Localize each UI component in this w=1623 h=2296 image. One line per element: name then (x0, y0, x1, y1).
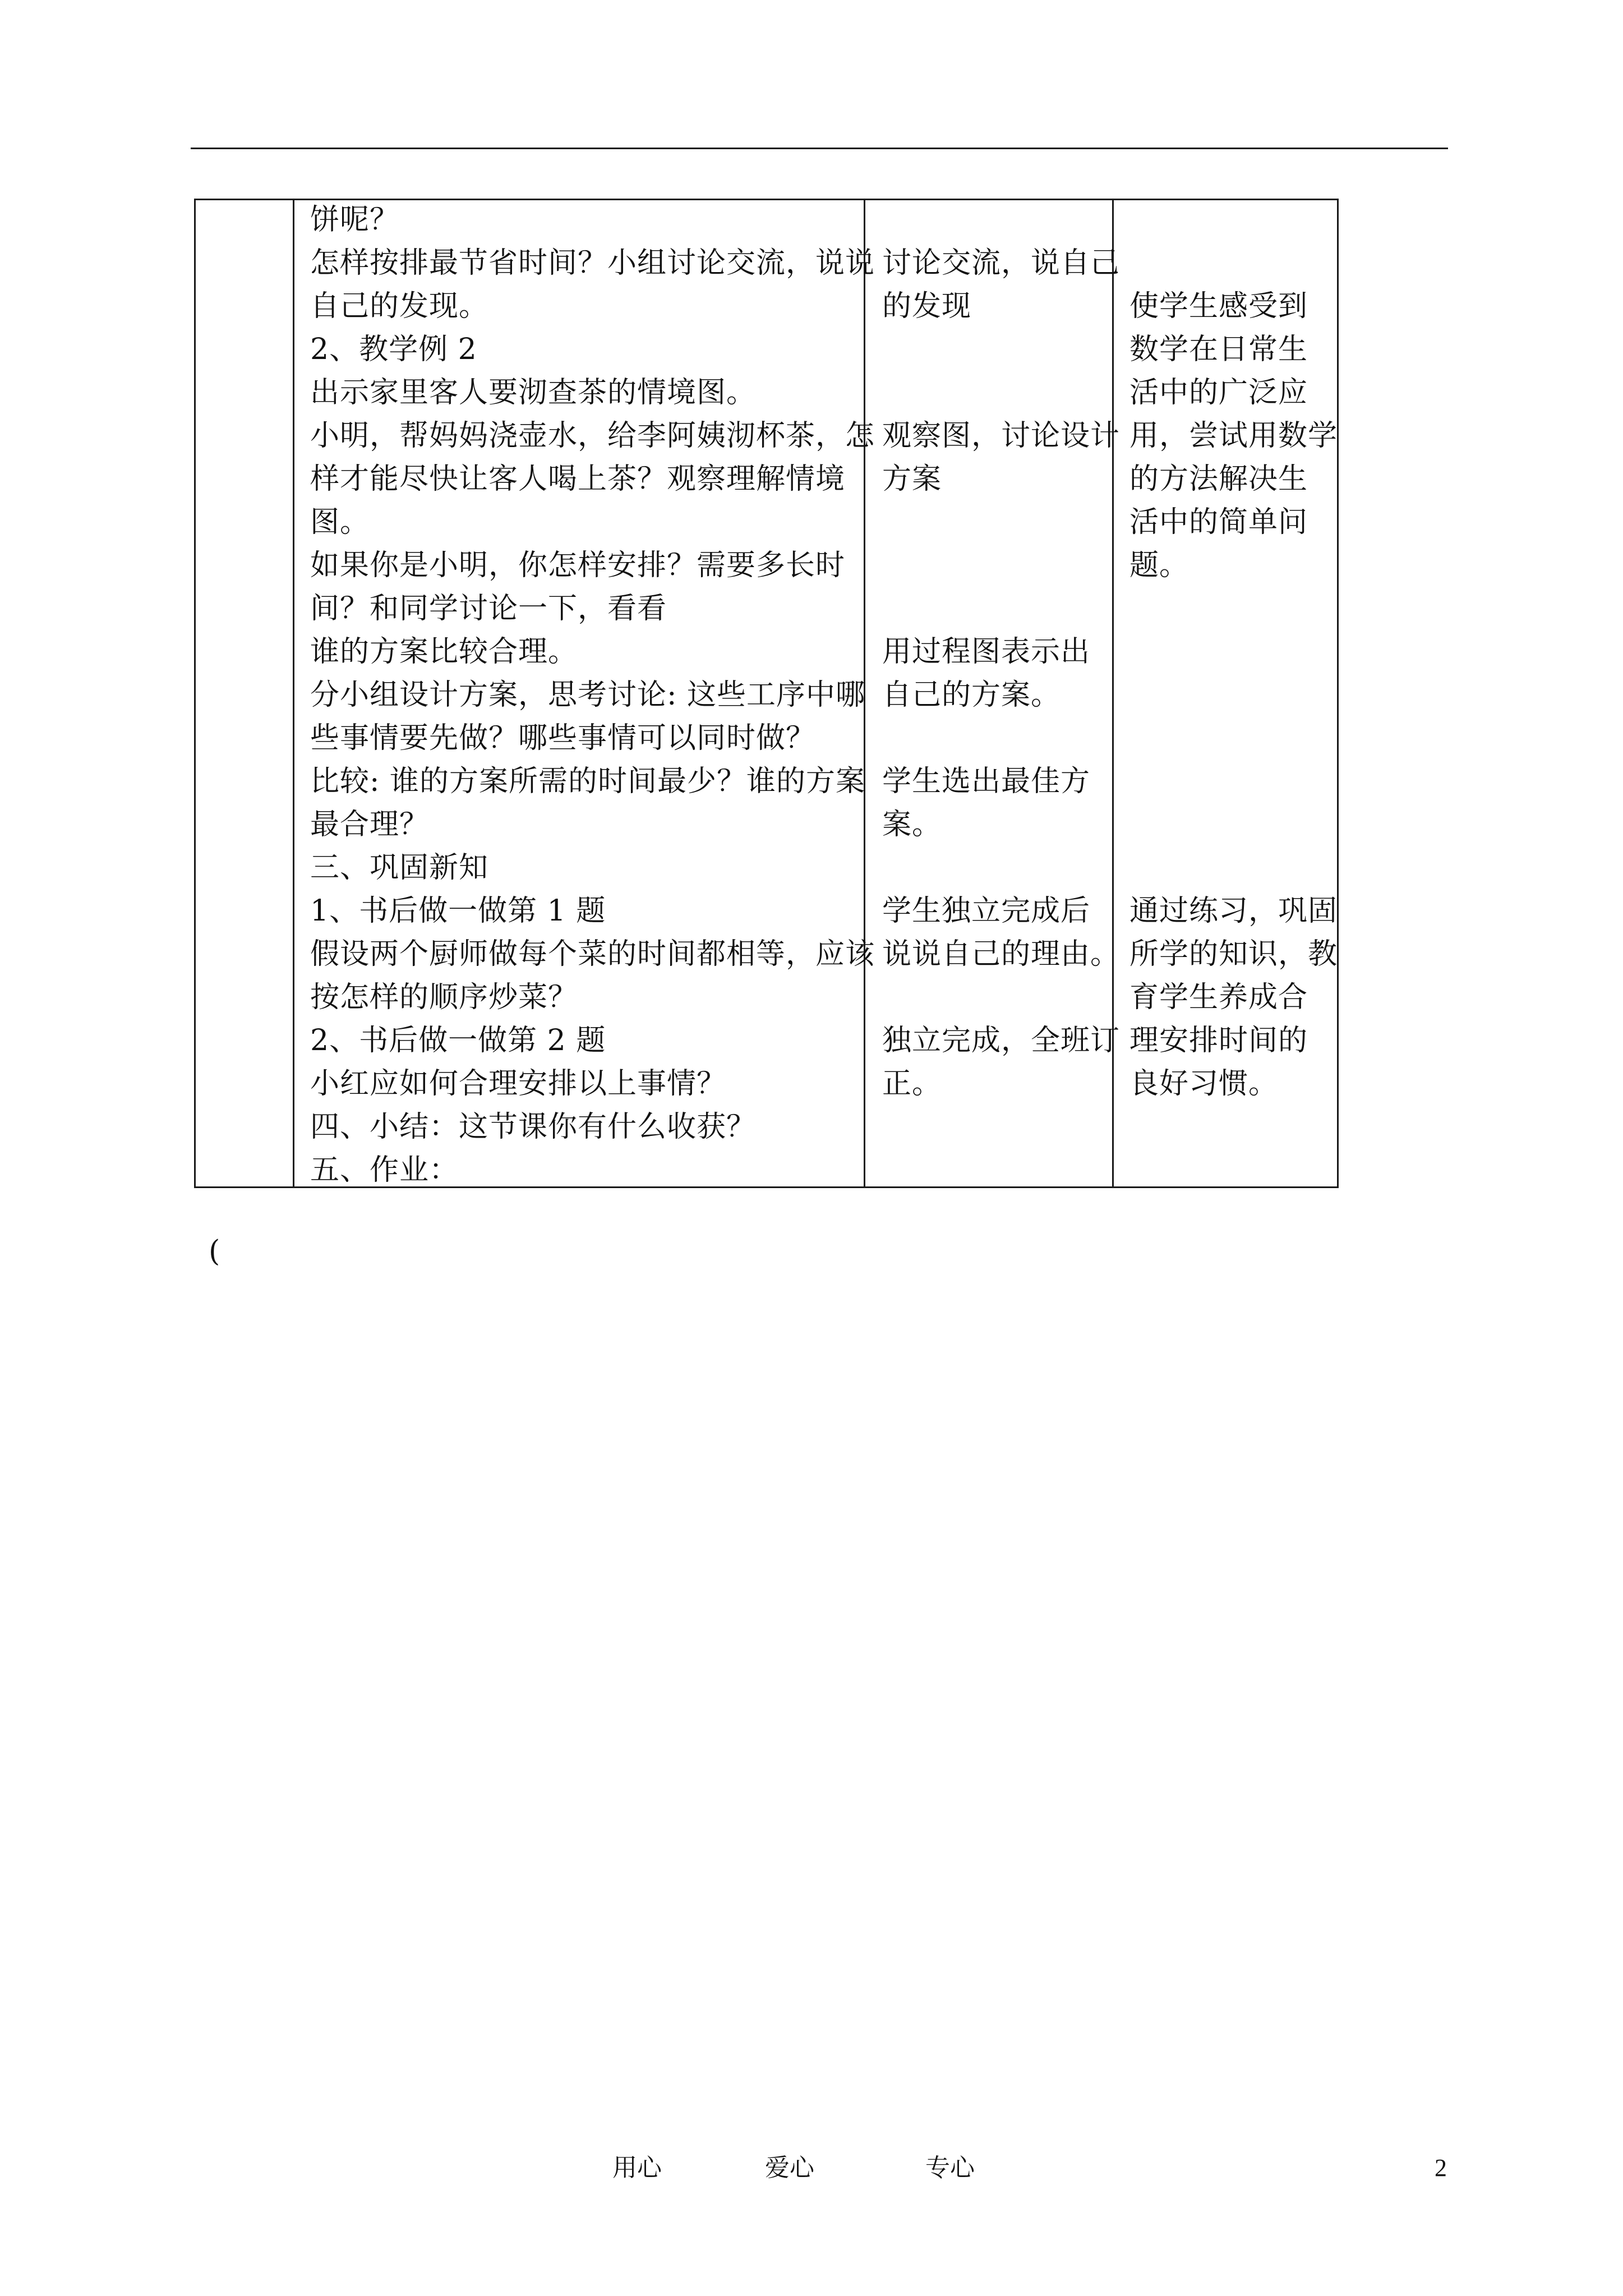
student-activity-line: 方案 (882, 462, 942, 496)
teaching-line: 小明，帮妈妈浇壶水，给李阿姨沏杯茶，怎 (310, 419, 875, 453)
student-activity-cell (865, 200, 1121, 1188)
header-rule (191, 148, 1448, 149)
teaching-line: 如果你是小明，你怎样安排？需要多长时 (310, 549, 846, 582)
design-intent-line: 使学生感受到 (1129, 289, 1308, 323)
stray-parenthesis: ( (209, 1235, 220, 1268)
design-intent-line: 活中的简单问 (1129, 505, 1308, 539)
table-row (195, 200, 1338, 1188)
student-activity-line: 正。 (882, 1067, 942, 1101)
footer-motto-2: 爱心 (765, 2154, 814, 2182)
teaching-line: 饼呢？ (310, 203, 400, 237)
footer-motto-3: 专心 (925, 2154, 975, 2182)
teaching-line: 间？和同学讨论一下，看看 (310, 592, 667, 625)
page-number: 2 (1435, 2154, 1447, 2182)
teaching-line: 五、作业： (310, 1153, 459, 1187)
teaching-line: 比较: 谁的方案所需的时间最少？谁的方案 (310, 765, 866, 798)
lesson-plan-table (194, 199, 1339, 1188)
blank-column-cell (195, 200, 294, 1188)
student-activity-line: 的发现 (882, 289, 972, 323)
student-activity-line: 独立完成，全班订 (882, 1024, 1121, 1057)
teaching-line: 1、书后做一做第 1 题 (310, 894, 606, 928)
teaching-line: 按怎样的顺序炒菜？ (310, 981, 578, 1014)
teaching-line: 假设两个厨师做每个菜的时间都相等，应该 (310, 937, 875, 971)
teaching-line: 样才能尽快让客人喝上茶？观察理解情境 (310, 462, 846, 496)
student-activity-line: 用过程图表示出 (882, 635, 1091, 669)
teaching-line: 怎样按排最节省时间？小组讨论交流，说说 (310, 246, 875, 280)
design-intent-line: 良好习惯。 (1129, 1067, 1279, 1101)
design-intent-line: 通过练习，巩固 (1129, 894, 1338, 928)
design-intent-cell (1113, 200, 1338, 1188)
footer-motto-1: 用心 (612, 2154, 662, 2182)
design-intent-line: 用，尝试用数学 (1129, 419, 1338, 453)
design-intent-line: 活中的广泛应 (1129, 376, 1308, 409)
teaching-line: 分小组设计方案，思考讨论: 这些工序中哪 (310, 678, 866, 712)
page-footer (0, 2148, 1623, 2188)
teaching-line: 2、教学例 2 (310, 333, 477, 366)
teaching-line: 四、小结：这节课你有什么收获？ (310, 1110, 757, 1144)
design-intent-line: 理安排时间的 (1129, 1024, 1308, 1057)
student-activity-line: 案。 (882, 808, 942, 841)
student-activity-line: 观察图，讨论设计 (882, 419, 1121, 453)
design-intent-line: 题。 (1129, 549, 1189, 582)
teaching-line: 图。 (310, 505, 370, 539)
teaching-line: 自己的发现。 (310, 289, 489, 323)
teaching-line: 2、书后做一做第 2 题 (310, 1024, 606, 1057)
student-activity-line: 学生独立完成后 (882, 894, 1091, 928)
teaching-line: 出示家里客人要沏查茶的情境图。 (310, 376, 757, 409)
student-activity-line: 说说自己的理由。 (882, 937, 1121, 971)
student-activity-line: 学生选出最佳方 (882, 765, 1091, 798)
teaching-line: 小红应如何合理安排以上事情？ (310, 1067, 727, 1101)
design-intent-line: 所学的知识，教 (1129, 937, 1338, 971)
student-activity-line: 讨论交流，说自己 (882, 246, 1121, 280)
teaching-line: 些事情要先做？哪些事情可以同时做？ (310, 721, 816, 755)
teaching-line: 三、巩固新知 (310, 851, 489, 885)
student-activity-line: 自己的方案。 (882, 678, 1061, 712)
teaching-line: 谁的方案比较合理。 (310, 635, 578, 669)
teaching-line: 最合理？ (310, 808, 430, 841)
design-intent-line: 的方法解决生 (1129, 462, 1308, 496)
teaching-process-cell (294, 200, 875, 1188)
design-intent-line: 育学生养成合 (1129, 981, 1308, 1014)
design-intent-line: 数学在日常生 (1129, 333, 1308, 366)
